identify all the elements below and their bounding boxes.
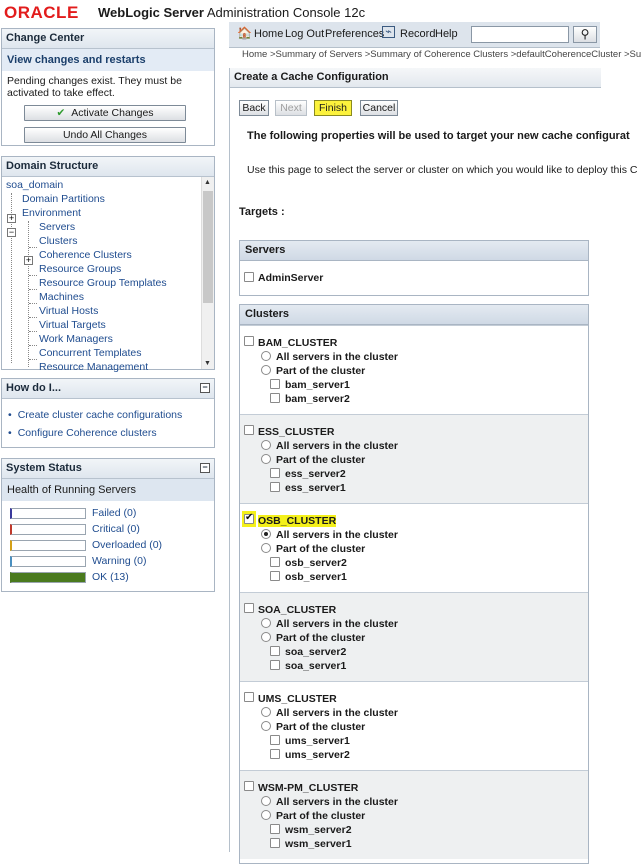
part-of-cluster-label: Part of the cluster (276, 721, 366, 733)
all-servers-label: All servers in the cluster (276, 618, 398, 630)
how-do-i-panel (1, 378, 215, 448)
tree-item-servers[interactable]: Servers (39, 221, 76, 233)
home-icon: 🏠 (237, 26, 252, 40)
cluster-checkbox[interactable] (244, 692, 254, 702)
change-center-panel (1, 28, 215, 146)
server-checkbox[interactable] (270, 393, 280, 403)
health-row (10, 507, 210, 519)
clusters-header: Clusters (240, 305, 588, 325)
intro-heading: The following properties will be used to target your new cache configurat (247, 130, 630, 142)
view-changes-link[interactable]: View changes and restarts (2, 49, 214, 71)
part-of-cluster-radio[interactable] (261, 454, 271, 464)
server-name: ess_server1 (285, 482, 346, 494)
oracle-logo: ORACLE (4, 3, 79, 22)
server-checkbox[interactable] (270, 571, 280, 581)
health-subtitle: Health of Running Servers (2, 479, 214, 501)
next-button[interactable]: Next (275, 100, 307, 116)
undo-all-changes-button[interactable]: Undo All Changes (24, 127, 186, 143)
servers-table (239, 240, 589, 296)
checkmark-icon: ✔ (56, 107, 66, 119)
clusters-table (239, 304, 589, 864)
cluster-checkbox[interactable] (244, 425, 254, 435)
intro-text: Use this page to select the server or cluster on which you would like to deploy this C (247, 164, 638, 176)
all-servers-radio[interactable] (261, 529, 271, 539)
scroll-up-icon[interactable]: ▲ (204, 179, 211, 186)
server-name: wsm_server1 (285, 838, 352, 850)
tree-item-virtual-targets[interactable]: Virtual Targets (39, 319, 106, 331)
health-bar (10, 540, 86, 551)
cluster-checkbox[interactable] (244, 336, 254, 346)
all-servers-radio[interactable] (261, 707, 271, 717)
cluster-row (240, 414, 588, 503)
part-of-cluster-radio[interactable] (261, 721, 271, 731)
system-status-panel (1, 458, 215, 592)
cluster-name: OSB_CLUSTER (258, 515, 337, 527)
cancel-button[interactable]: Cancel (360, 100, 398, 116)
health-label[interactable]: Overloaded (0) (92, 539, 163, 551)
minimize-icon[interactable]: − (200, 383, 210, 393)
cluster-row (240, 503, 588, 592)
health-label[interactable]: Critical (0) (92, 523, 140, 535)
health-label[interactable]: OK (13) (92, 571, 129, 583)
adminserver-checkbox[interactable] (244, 272, 254, 282)
part-of-cluster-label: Part of the cluster (276, 454, 366, 466)
search-input[interactable] (471, 26, 569, 43)
cluster-row (240, 681, 588, 770)
all-servers-label: All servers in the cluster (276, 351, 398, 363)
health-row (10, 539, 210, 551)
record-icon: ⌁ (382, 26, 395, 38)
health-label[interactable]: Warning (0) (92, 555, 147, 567)
health-bar (10, 524, 86, 535)
tree-scrollbar[interactable] (201, 177, 214, 369)
cluster-name: WSM-PM_CLUSTER (258, 782, 359, 794)
configure-coherence-link[interactable]: • Configure Coherence clusters (8, 427, 157, 439)
health-bar-fill (12, 573, 85, 582)
cluster-name: ESS_CLUSTER (258, 426, 335, 438)
scroll-down-icon[interactable]: ▼ (204, 360, 211, 367)
all-servers-radio[interactable] (261, 440, 271, 450)
cluster-row (240, 592, 588, 681)
part-of-cluster-label: Part of the cluster (276, 365, 366, 377)
tree-item-resource-groups[interactable]: Resource Groups (39, 263, 122, 275)
home-link[interactable]: Home (254, 28, 284, 40)
tree-item-environment[interactable]: Environment (22, 207, 81, 219)
tree-item-resource-management[interactable]: Resource Management (39, 361, 149, 373)
server-name: bam_server1 (285, 379, 350, 391)
preferences-link[interactable]: Preferences (325, 28, 385, 40)
part-of-cluster-label: Part of the cluster (276, 632, 366, 644)
server-name: ums_server1 (285, 735, 350, 747)
cluster-row (240, 325, 588, 414)
health-bar (10, 508, 86, 519)
how-do-i-title: How do I... (6, 382, 61, 394)
collapse-icon[interactable]: − (8, 227, 15, 237)
servers-header: Servers (240, 241, 588, 261)
finish-button[interactable]: Finish (314, 100, 352, 116)
domain-structure-panel (1, 156, 215, 373)
logout-link[interactable]: Log Out (285, 28, 325, 40)
health-row (10, 555, 210, 567)
server-name: osb_server1 (285, 571, 347, 583)
all-servers-label: All servers in the cluster (276, 796, 398, 808)
cluster-row (240, 770, 588, 859)
cluster-name: SOA_CLUSTER (258, 604, 337, 616)
tree-item-work-managers[interactable]: Work Managers (39, 333, 113, 345)
cluster-checkbox[interactable] (244, 514, 254, 524)
change-center-title: Change Center (2, 29, 214, 49)
part-of-cluster-radio[interactable] (261, 365, 271, 375)
server-checkbox[interactable] (270, 557, 280, 567)
expand-icon[interactable]: + (25, 255, 32, 265)
part-of-cluster-radio[interactable] (261, 632, 271, 642)
health-row (10, 523, 210, 535)
server-name: wsm_server2 (285, 824, 352, 836)
cluster-checkbox[interactable] (244, 603, 254, 613)
server-name: osb_server2 (285, 557, 347, 569)
cluster-name: BAM_CLUSTER (258, 337, 338, 349)
search-icon: ⚲ (580, 27, 590, 41)
server-name: ums_server2 (285, 749, 350, 761)
record-link[interactable]: Record (400, 28, 436, 40)
tree-item-coherence-clusters[interactable]: Coherence Clusters (39, 249, 132, 261)
tree-item-soa-domain[interactable]: soa_domain (6, 179, 64, 191)
part-of-cluster-radio[interactable] (261, 810, 271, 820)
server-checkbox[interactable] (270, 646, 280, 656)
server-checkbox[interactable] (270, 482, 280, 492)
create-cache-config-link[interactable]: • Create cluster cache configurations (8, 409, 182, 421)
tree-item-virtual-hosts[interactable]: Virtual Hosts (39, 305, 99, 317)
server-checkbox[interactable] (270, 468, 280, 478)
activate-changes-button[interactable]: ✔ Activate Changes (24, 105, 186, 121)
page-title: Create a Cache Configuration (230, 68, 601, 88)
tree-item-concurrent-templates[interactable]: Concurrent Templates (39, 347, 142, 359)
health-row (10, 571, 210, 583)
cluster-checkbox[interactable] (244, 781, 254, 791)
pending-changes-message: Pending changes exist. They must be activated to take effect. (7, 75, 182, 99)
domain-tree (2, 177, 200, 373)
server-name: ess_server2 (285, 468, 346, 480)
part-of-cluster-radio[interactable] (261, 543, 271, 553)
server-checkbox[interactable] (270, 379, 280, 389)
all-servers-radio[interactable] (261, 351, 271, 361)
content-area (229, 68, 638, 852)
server-name: soa_server2 (285, 646, 347, 658)
adminserver-label: AdminServer (258, 272, 324, 284)
expand-icon[interactable]: + (8, 213, 15, 223)
server-checkbox[interactable] (270, 838, 280, 848)
help-link[interactable]: Help (435, 28, 458, 40)
health-bar (10, 556, 86, 567)
domain-structure-title: Domain Structure (2, 157, 214, 177)
all-servers-label: All servers in the cluster (276, 529, 398, 541)
tree-item-resource-group-templates[interactable]: Resource Group Templates (39, 277, 167, 289)
part-of-cluster-label: Part of the cluster (276, 810, 366, 822)
tree-item-machines[interactable]: Machines (39, 291, 84, 303)
all-servers-radio[interactable] (261, 796, 271, 806)
search-button[interactable] (573, 26, 597, 43)
targets-label: Targets : (239, 206, 285, 218)
all-servers-radio[interactable] (261, 618, 271, 628)
tree-item-domain-partitions[interactable]: Domain Partitions (22, 193, 105, 205)
minimize-icon[interactable]: − (200, 463, 210, 473)
server-checkbox[interactable] (270, 824, 280, 834)
system-status-title: System Status (6, 462, 82, 474)
breadcrumb[interactable]: Home >Summary of Servers >Summary of Coherence Clusters >defaultCoherenceCluster >Su (242, 49, 641, 60)
all-servers-label: All servers in the cluster (276, 440, 398, 452)
health-label[interactable]: Failed (0) (92, 507, 137, 519)
part-of-cluster-label: Part of the cluster (276, 543, 366, 555)
console-header (0, 0, 366, 22)
all-servers-label: All servers in the cluster (276, 707, 398, 719)
server-checkbox[interactable] (270, 660, 280, 670)
server-checkbox[interactable] (270, 735, 280, 745)
product-title: WebLogic Server Administration Console 12c (98, 5, 366, 20)
server-name: soa_server1 (285, 660, 347, 672)
server-checkbox[interactable] (270, 749, 280, 759)
tree-item-clusters[interactable]: Clusters (39, 235, 78, 247)
top-navigation-bar (229, 22, 600, 48)
health-bar (10, 572, 86, 583)
server-name: bam_server2 (285, 393, 350, 405)
scrollbar-thumb[interactable] (203, 191, 213, 303)
cluster-name: UMS_CLUSTER (258, 693, 337, 705)
back-button[interactable]: Back (239, 100, 269, 116)
